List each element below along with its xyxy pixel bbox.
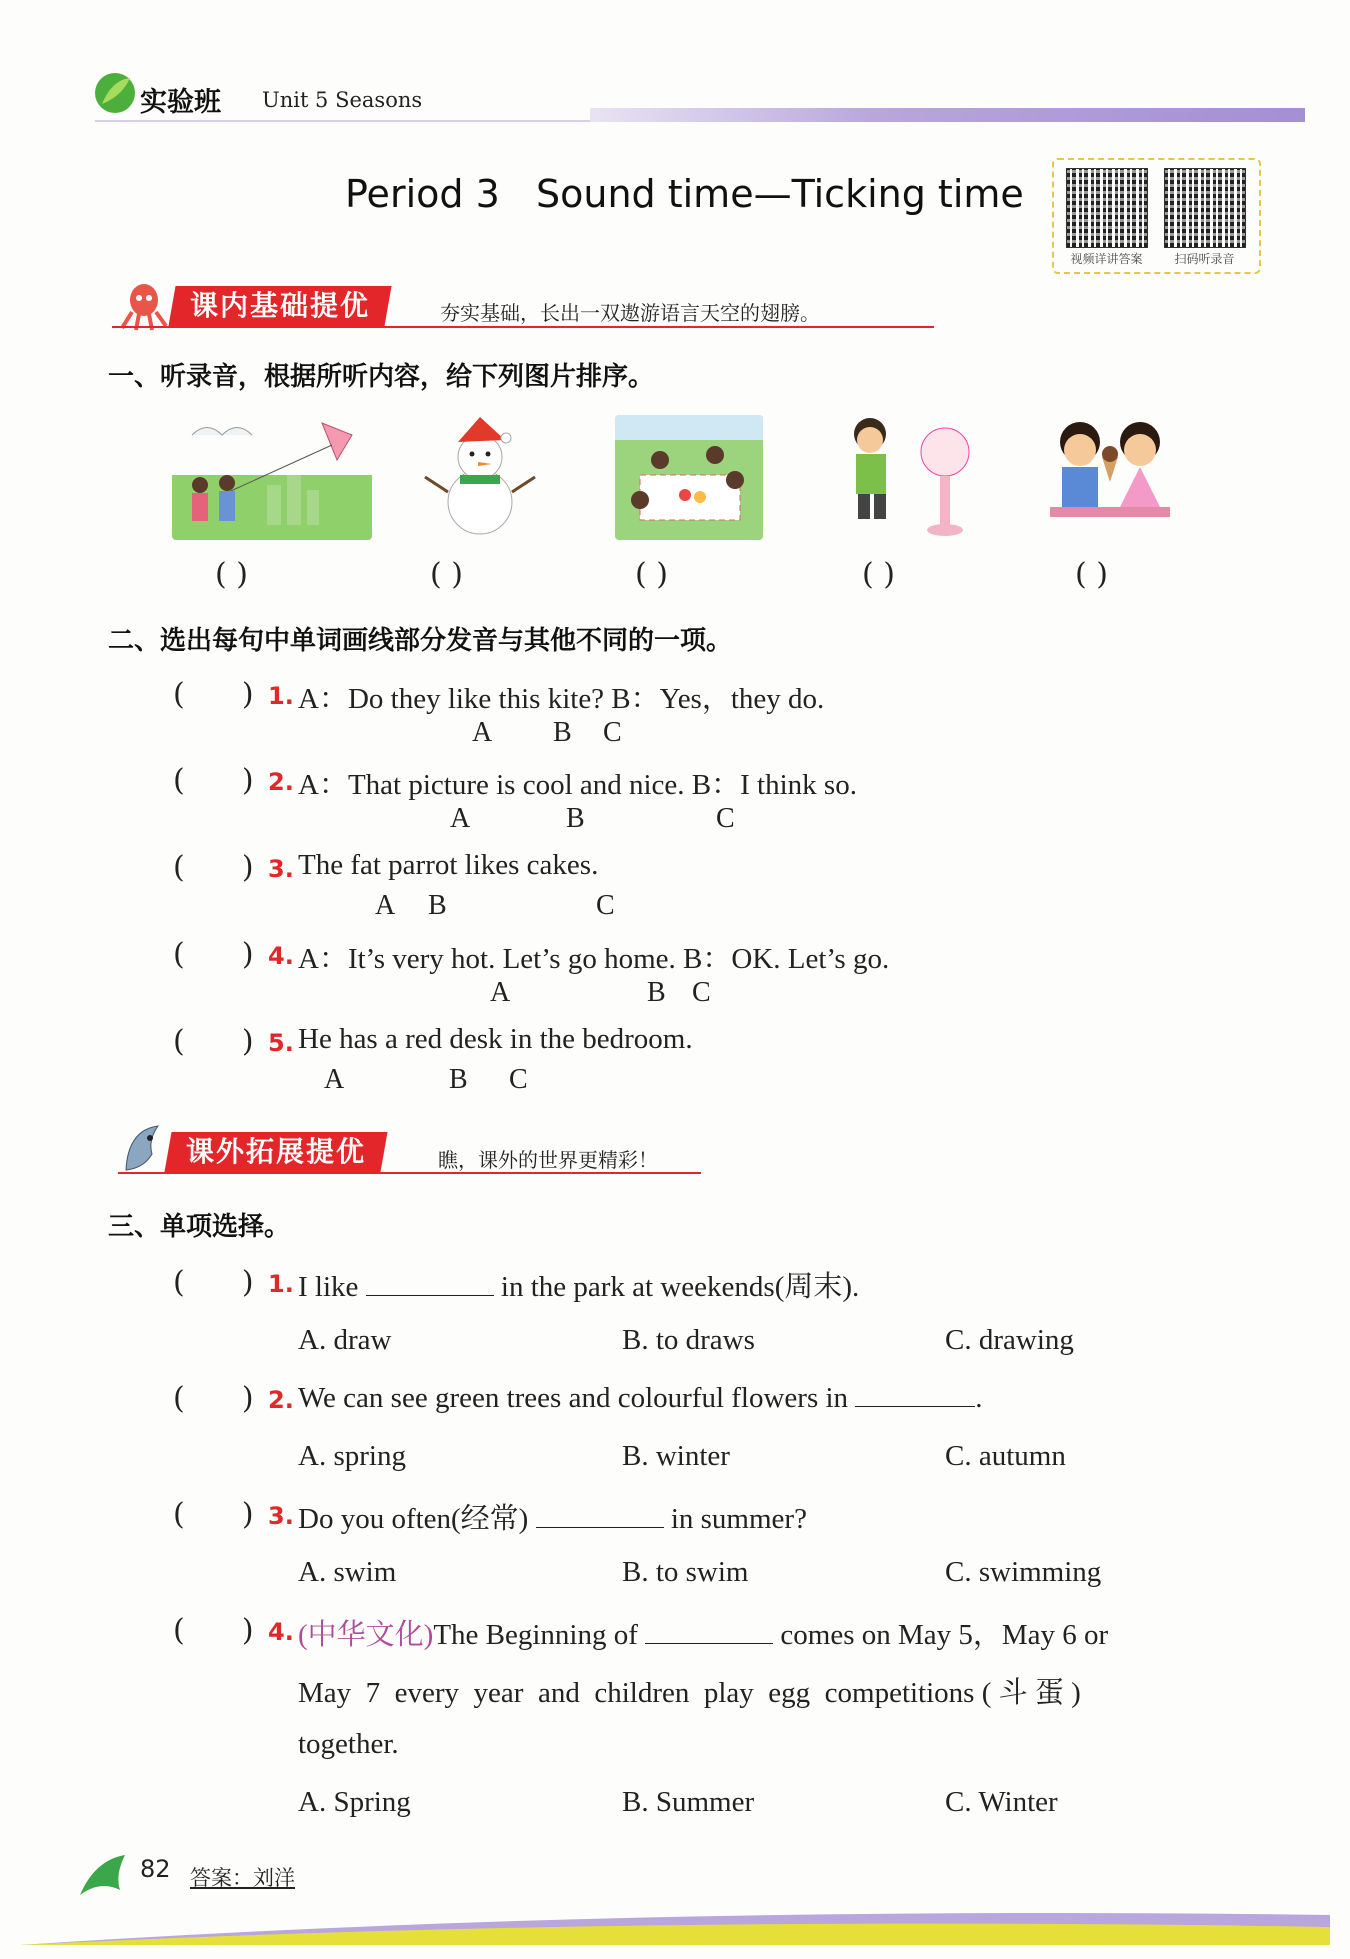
answer-paren-p3-1[interactable]: ( ) [173, 1265, 254, 1300]
shark-mascot-icon [118, 1120, 170, 1180]
option-letter: B [647, 977, 666, 1008]
answer-paren-p3-3[interactable]: ( ) [173, 1497, 254, 1532]
option-b[interactable]: B. winter [622, 1440, 730, 1472]
qr-caption-audio: 扫码听录音 [1174, 252, 1235, 266]
answer-paren-pic-4[interactable]: ( ) [862, 557, 895, 592]
question-stem: I like in the park at weekends(周末). [298, 1271, 860, 1303]
option-b[interactable]: B. to draws [622, 1324, 755, 1356]
section2-banner: 课外拓展提优 [164, 1132, 387, 1172]
option-c[interactable]: C. Winter [945, 1786, 1058, 1818]
answer-blank[interactable] [645, 1617, 773, 1644]
section1-subtitle: 夯实基础，长出一双遨游语言天空的翅膀。 [440, 301, 820, 325]
section1-banner: 课内基础提优 [168, 286, 391, 326]
picnic-picture [615, 415, 763, 540]
answer-blank[interactable] [366, 1269, 494, 1296]
question-number: 2. [268, 768, 294, 796]
option-letter: C [603, 717, 622, 748]
section1-rule [112, 326, 934, 328]
question-text: A：Do they like this kite? B：Yes，they do. [298, 683, 825, 715]
part2-heading: 二、选出每句中单词画线部分发音与其他不同的一项。 [108, 626, 733, 656]
answer-paren-pic-3[interactable]: ( ) [635, 557, 668, 592]
answer-paren-p2-1[interactable]: ( ) [173, 677, 254, 712]
question-text: A：That picture is cool and nice. B：I think so. [298, 769, 857, 801]
option-a[interactable]: A. Spring [298, 1786, 411, 1818]
option-letter: C [509, 1064, 528, 1095]
option-b[interactable]: B. Summer [622, 1786, 755, 1818]
question-number: 4. [268, 942, 294, 970]
brand-label: 实验班 [140, 87, 221, 118]
header-rule [95, 120, 595, 122]
answer-paren-pic-5[interactable]: ( ) [1075, 557, 1108, 592]
question-stem: (中华文化)The Beginning of comes on May 5，May 6 or [298, 1619, 1109, 1651]
answer-blank[interactable] [536, 1501, 664, 1528]
question-number: 2. [268, 1386, 294, 1414]
option-b[interactable]: B. to swim [622, 1556, 749, 1588]
footer-band [20, 1905, 1330, 1945]
option-c[interactable]: C. drawing [945, 1324, 1074, 1356]
option-letter: A [450, 803, 471, 834]
option-letter: A [375, 890, 396, 921]
option-letter: C [596, 890, 615, 921]
snowman-picture [420, 412, 540, 542]
answer-paren-pic-1[interactable]: ( ) [215, 557, 248, 592]
ice-cream-picture [1040, 412, 1180, 542]
qr-code-audio[interactable] [1164, 168, 1246, 248]
question-stem: Do you often(经常) in summer? [298, 1503, 807, 1535]
answer-paren-p2-2[interactable]: ( ) [173, 763, 254, 798]
option-letter: B [449, 1064, 468, 1095]
unit-label: Unit 5 Seasons [262, 88, 423, 112]
question-text: The fat parrot likes cakes. [298, 849, 599, 881]
answer-paren-p3-4[interactable]: ( ) [173, 1613, 254, 1648]
qr-caption-video: 视频详讲答案 [1070, 252, 1143, 266]
part1-heading: 一、听录音，根据所听内容，给下列图片排序。 [108, 362, 655, 392]
part3-heading: 三、单项选择。 [108, 1212, 291, 1242]
option-a[interactable]: A. draw [298, 1324, 392, 1356]
page-title: Period 3 Sound time—Ticking time [345, 172, 1024, 216]
question-stem: We can see green trees and colourful flowers in . [298, 1382, 983, 1414]
option-letter: B [553, 717, 572, 748]
answer-paren-p2-4[interactable]: ( ) [173, 937, 254, 972]
header-band [590, 108, 1305, 122]
question-line: together. [298, 1728, 399, 1760]
page-number: 82 [140, 1855, 171, 1883]
answer-blank[interactable] [855, 1380, 975, 1407]
question-number: 1. [268, 1270, 294, 1298]
question-number: 5. [268, 1029, 294, 1057]
question-number: 3. [268, 855, 294, 883]
kite-flying-picture [172, 415, 372, 540]
answer-paren-p2-3[interactable]: ( ) [173, 850, 254, 885]
question-text: He has a red desk in the bedroom. [298, 1023, 693, 1055]
culture-tag: (中华文化) [298, 1619, 434, 1651]
answer-credit: 答案：刘洋 [190, 1866, 295, 1890]
leaf-logo-icon [92, 70, 138, 116]
qr-code-video[interactable] [1066, 168, 1148, 248]
option-a[interactable]: A. spring [298, 1440, 406, 1472]
answer-paren-p2-5[interactable]: ( ) [173, 1024, 254, 1059]
option-letter: B [428, 890, 447, 921]
option-letter: C [716, 803, 735, 834]
question-text: A：It’s very hot. Let’s go home. B：OK. Let’s go. [298, 943, 890, 975]
option-letter: C [692, 977, 711, 1008]
question-number: 1. [268, 682, 294, 710]
option-a[interactable]: A. swim [298, 1556, 397, 1588]
option-letter: A [472, 717, 493, 748]
option-c[interactable]: C. swimming [945, 1556, 1102, 1588]
question-number: 3. [268, 1502, 294, 1530]
option-letter: A [490, 977, 511, 1008]
squid-mascot-icon [112, 280, 172, 332]
footer-mascot-icon [75, 1850, 130, 1902]
option-c[interactable]: C. autumn [945, 1440, 1066, 1472]
option-letter: A [324, 1064, 345, 1095]
question-line: May 7 every year and children play egg competitions ( 斗 蛋 ) [298, 1677, 1081, 1709]
qr-code-box [1052, 158, 1261, 274]
answer-paren-pic-2[interactable]: ( ) [430, 557, 463, 592]
option-letter: B [566, 803, 585, 834]
section2-rule [118, 1172, 701, 1174]
answer-paren-p3-2[interactable]: ( ) [173, 1381, 254, 1416]
fan-picture [840, 412, 980, 542]
section2-subtitle: 瞧，课外的世界更精彩！ [438, 1148, 658, 1172]
question-number: 4. [268, 1618, 294, 1646]
